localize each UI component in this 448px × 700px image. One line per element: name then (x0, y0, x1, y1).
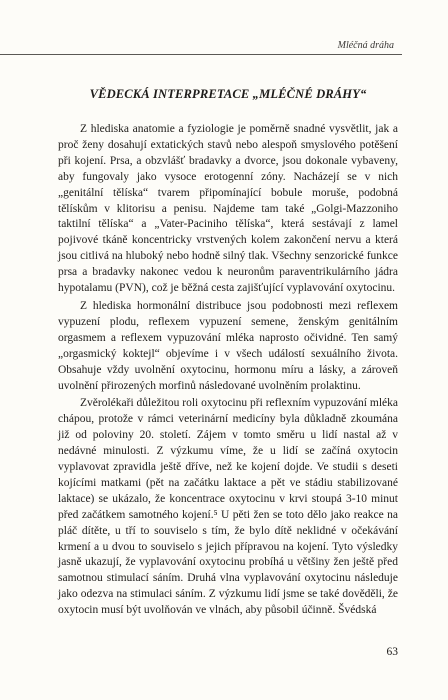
section-title: VĚDECKÁ INTERPRETACE „MLÉČNÉ DRÁHY“ (89, 87, 367, 101)
paragraph-hormonal: Z hlediska hormonální distribuce jsou podobnosti mezi reflexem vypuzení plodu, reflexem vypuzení semene, ženským genitálním orgasmem a reflexem vypuzování mléka naprosto očividné. Ten samý „orgasmický koktejl“ objevíme i v všech událostí sexuálního života. Obsahuje vždy uvolnění oxytocinu, hormonu míru a lásky, a zároveň uvolnění přirozených morfinů následované uvolněním prolaktinu. (58, 299, 398, 392)
page-number: 63 (386, 646, 398, 658)
body-text (58, 122, 398, 621)
running-header: Mléčná dráha (337, 40, 394, 51)
paragraph-anatomy: Z hlediska anatomie a fyziologie je poměrně snadné vysvětlit, jak a proč ženy dosahují extatických stavů nebo alespoň smyslového potěšení při kojení. Prsa, a obzvlášť bradavky a dvorce, jsou dokonale vybaveny, aby fungovaly jako vysoce erotogenní zóny. Nacházejí se v nich „genitální tělíska“ tvarem připomínající bobule moruše, podobná tělískům v klitorisu a penisu. Najdeme tam také „Golgi-Mazzoniho taktilní tělíska“ a „Vater-Paciniho tělíska“, která sestávají z lamel pojivové tkáně koncentricky vrstvených kolem zakončení nervu a která jsou citlivá na hluboký nebo hodně silný tlak. Všechny senzorické funkce prsa a bradavky nakonec vedou k neuronům paraventrikulárního jádra hypotalamu (PVN), což je běžná cesta zajišťující vyplavování oxytocinu. (58, 123, 398, 295)
header-rule (0, 54, 402, 55)
paragraph-oxytocin-research: Zvěrolékaři důležitou roli oxytocinu při reflexním vypuzování mléka chápou, protože v rámci veterinární medicíny byla důkladně zkoumána již od poloviny 20. století. Zájem v tomto směru u lidí nastal až v nedávné minulosti. Z výzkumu víme, že u lidí se začíná oxytocin vyplavovat zpravidla ještě dříve, než ke kojení dojde. Ve studii s deseti kojícími matkami (pět na začátku laktace a pět ve stádiu stabilizované laktace) se ukázalo, že koncentrace oxytocinu v krvi stoupá 3-10 minut před začátkem samotného kojení.⁵ U pěti žen se toto dělo jako reakce na pláč dítěte, u tří to souviselo s tím, že bylo dítě neklidné v očekávání krmení a u dvou to souviselo s jejich přípravou na kojení. Tyto výsledky jasně ukazují, že vyplavování oxytocinu probíhá u většiny žen ještě před samotnou stimulací sáním. Druhá vlna vyplavování oxytocinu následuje jako odezva na stimulaci sáním. Z výzkumu lidí jsme se také dověděli, že oxytocin musí být uvolňován ve vlnách, aby působil účinně. Švédská (58, 397, 398, 617)
